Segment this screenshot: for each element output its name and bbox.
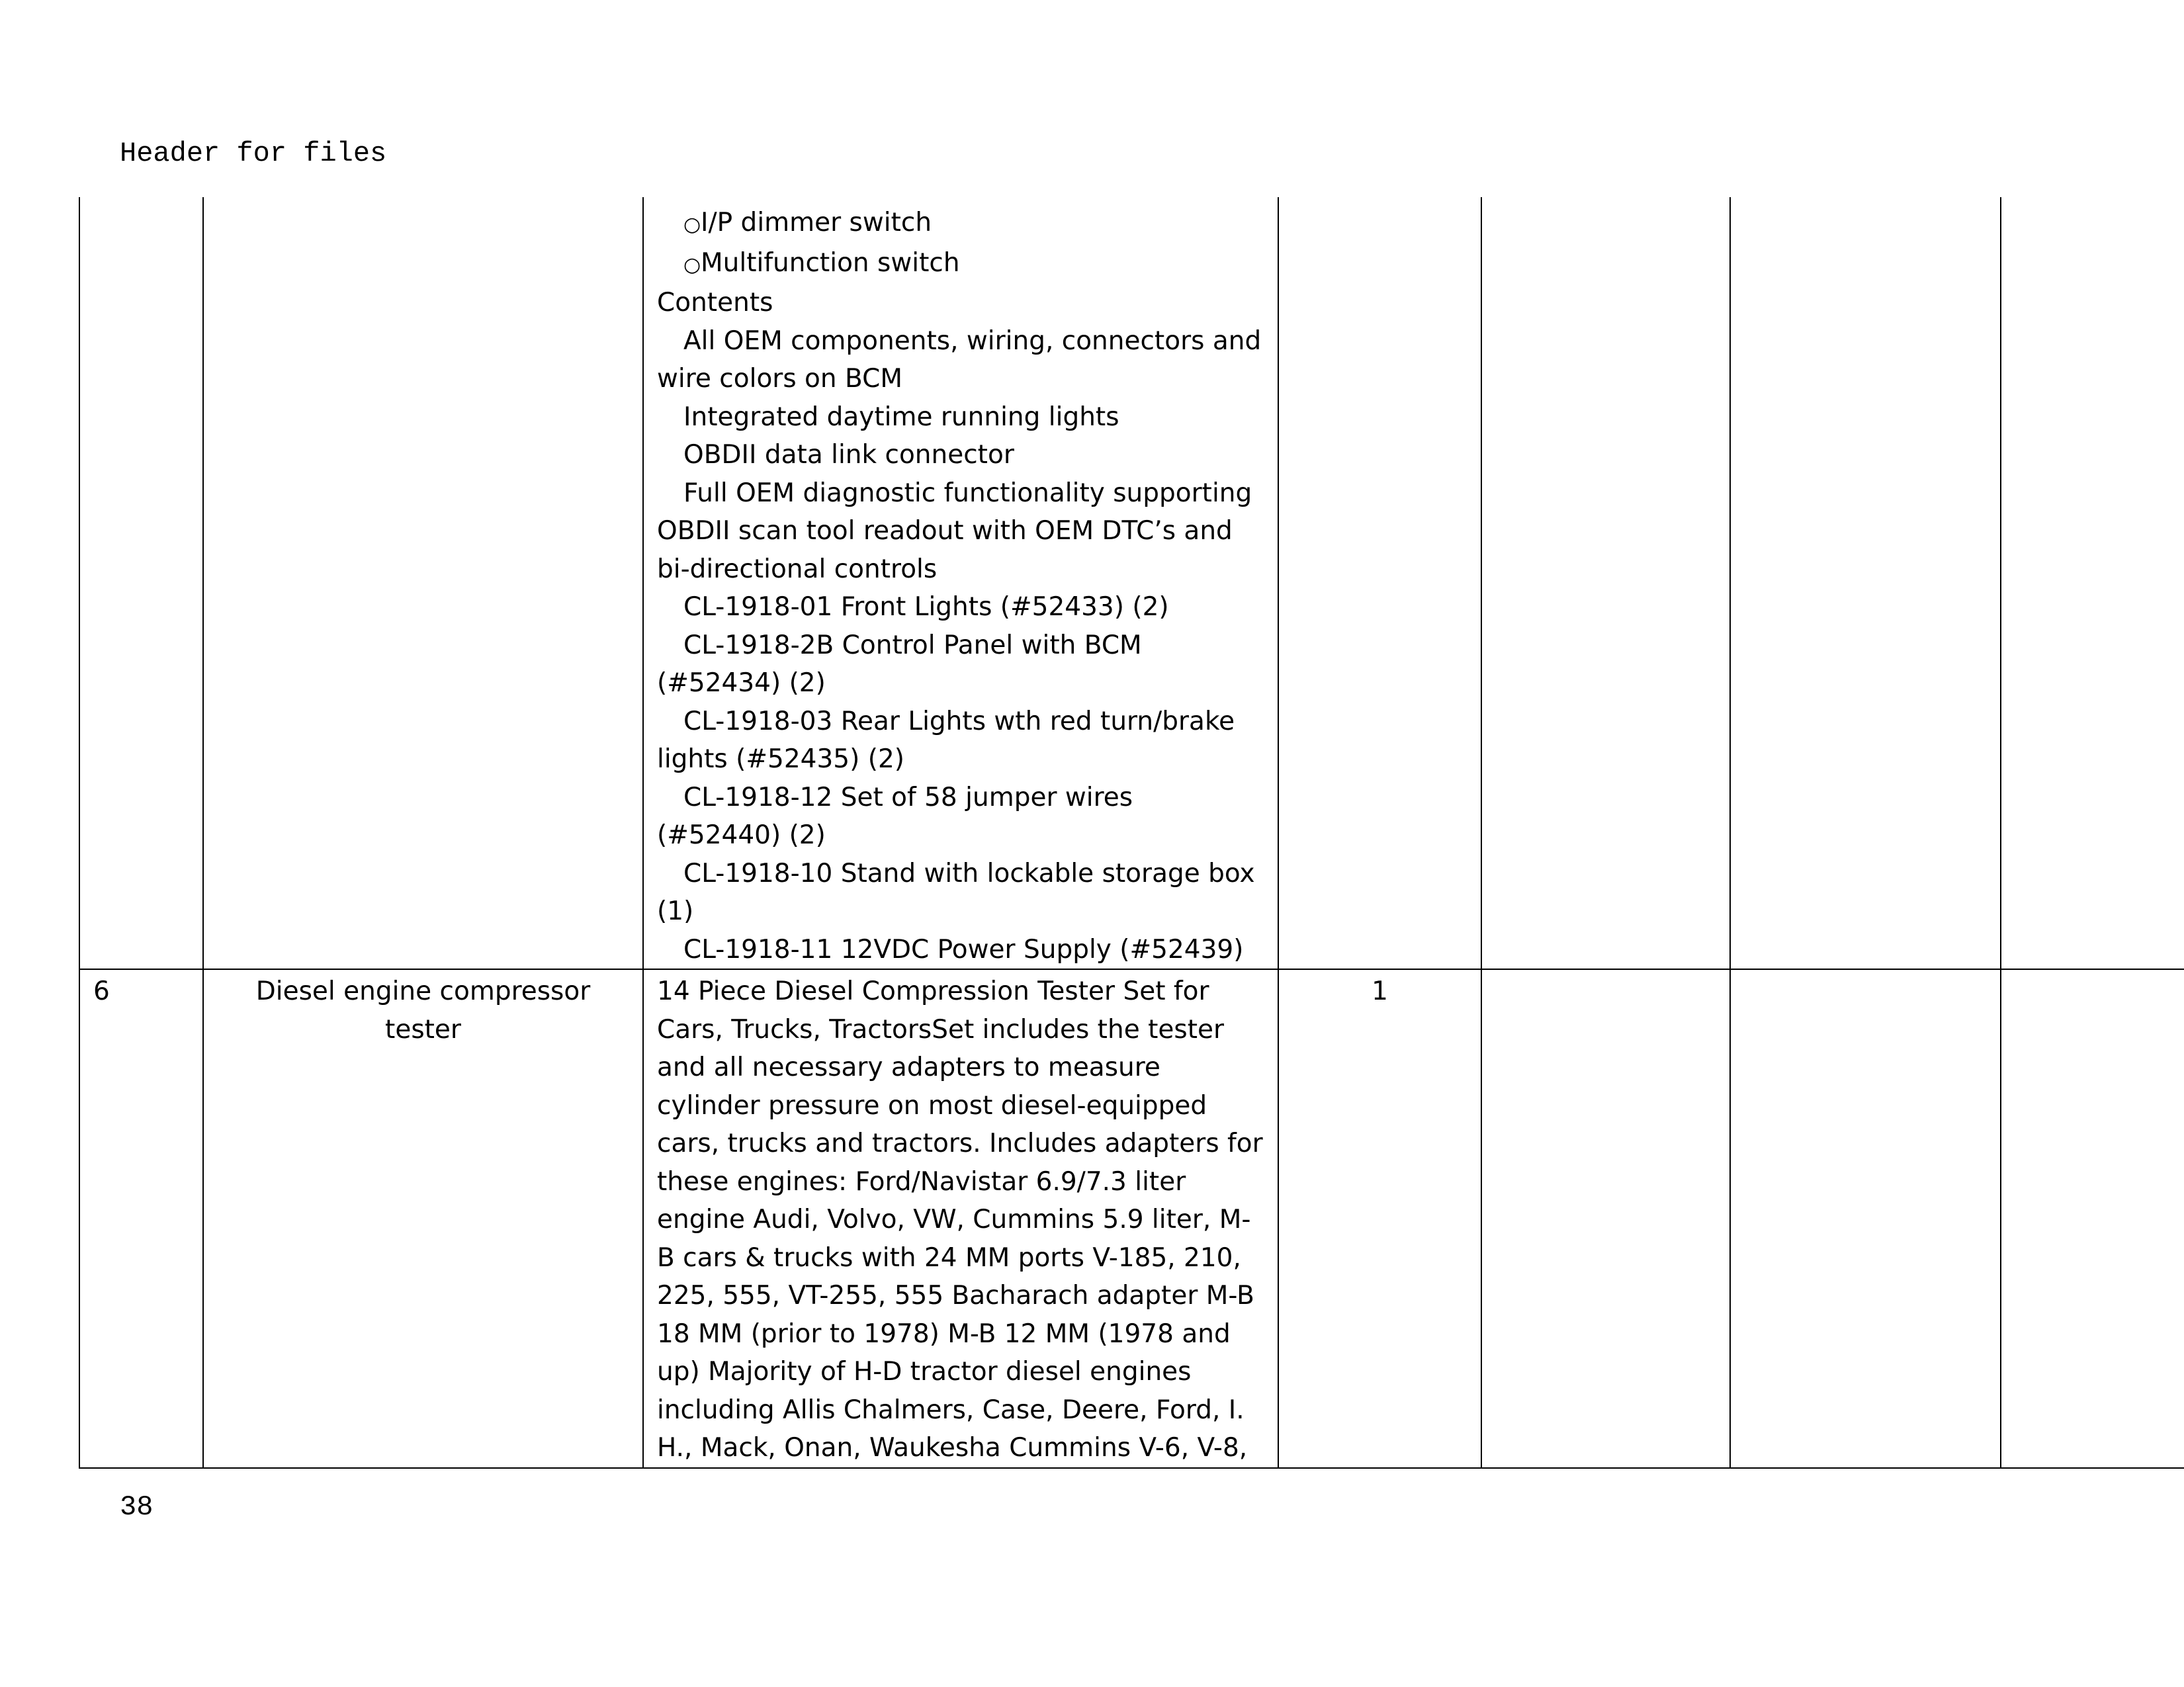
page-header: Header for files (120, 138, 387, 169)
table-row (79, 969, 2184, 1468)
empty-cell (2001, 197, 2184, 969)
circle-bullet-icon: ○ (683, 213, 701, 236)
item-quantity-cell: 1 (1278, 969, 1481, 1468)
empty-cell (1730, 197, 2001, 969)
empty-cell (2001, 969, 2184, 1468)
item-quantity-cell (1278, 197, 1481, 969)
description-line: CL-1918-10 Stand with lockable storage box (1) (657, 858, 1255, 926)
specification-table (79, 197, 2184, 1469)
description-line: CL-1918-03 Rear Lights wth red turn/brake lights (#52435) (2) (657, 706, 1235, 774)
description-heading: Contents (657, 288, 773, 318)
empty-cell (1481, 969, 1730, 1468)
description-line: CL-1918-11 12VDC Power Supply (#52439) (683, 934, 1244, 965)
item-name-cell (203, 197, 643, 969)
description-line: CL-1918-01 Front Lights (#52433) (2) (683, 592, 1169, 622)
description-line: All OEM components, wiring, connectors and wire colors on BCM (657, 325, 1262, 394)
description-line: Full OEM diagnostic functionality supporting OBDII scan tool readout with OEM DTC’s and bi-directional controls (657, 478, 1252, 584)
page-number: 38 (120, 1491, 153, 1523)
description-bullet-line (657, 204, 1264, 244)
description-line: CL-1918-12 Set of 58 jumper wires (#52440) (2) (657, 782, 1133, 850)
description-line: Integrated daytime running lights (683, 402, 1119, 432)
empty-cell (1481, 197, 1730, 969)
item-description-cell (643, 197, 1278, 969)
description-bullet-line (657, 244, 1264, 284)
bullet-text: Multifunction switch (701, 247, 960, 278)
bullet-text: I/P dimmer switch (701, 208, 932, 238)
item-number-cell: 6 (79, 969, 203, 1468)
circle-bullet-icon: ○ (683, 253, 701, 277)
item-name-cell: Diesel engine compressor tester (203, 969, 643, 1468)
item-description-cell: 14 Piece Diesel Compression Tester Set for Cars, Trucks, TractorsSet includes the tester and all necessary adapters to measure cylinder pressure on most diesel-equipped cars, trucks and tractors. Includes adapters for these engines: Ford/Navistar 6.9/7.3 liter engine Audi, Volvo, VW, Cummins 5.9 liter, M-B cars & trucks with 24 MM ports V-185, 210, 225, 555, VT-255, 555 Bacharach adapter M-B 18 MM (prior to 1978) M-B 12 MM (1978 and up) Majority of H-D tractor diesel engines including Allis Chalmers, Case, Deere, Ford, I. H., Mack, Onan, Waukesha Cummins V-6, V-8, (643, 969, 1278, 1468)
description-line: CL-1918-2B Control Panel with BCM (#52434) (2) (657, 630, 1142, 698)
item-number-cell (79, 197, 203, 969)
table-row-continued (79, 197, 2184, 969)
empty-cell (1730, 969, 2001, 1468)
description-line: OBDII data link connector (683, 440, 1014, 470)
